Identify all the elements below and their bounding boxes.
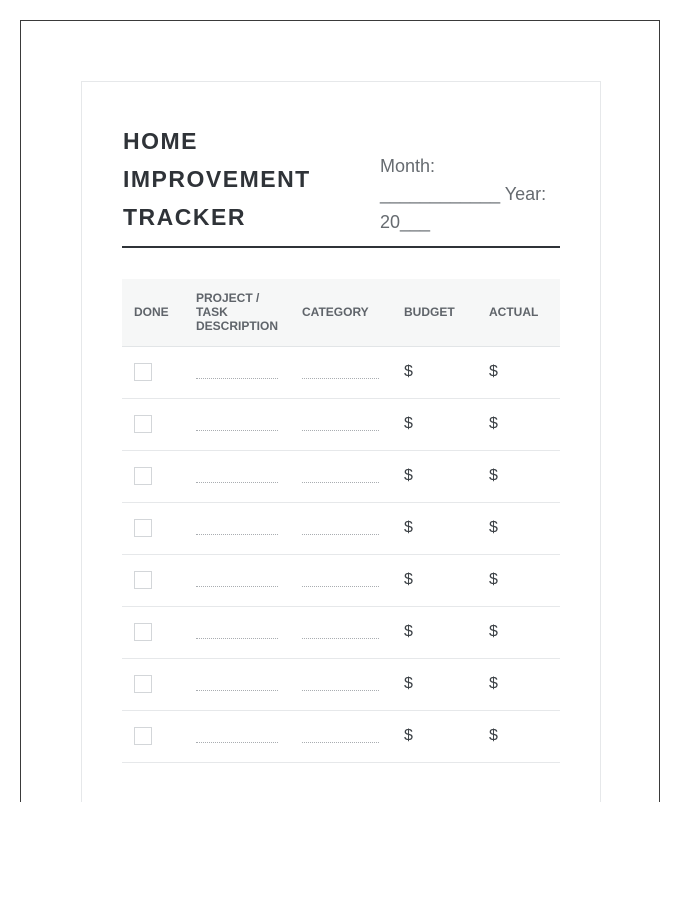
project-input[interactable] — [196, 472, 278, 483]
actual-cell[interactable]: $ — [489, 571, 498, 588]
column-header-done: DONE — [122, 279, 184, 346]
actual-cell[interactable]: $ — [489, 623, 498, 640]
table-row — [122, 658, 560, 710]
table-row — [122, 554, 560, 606]
actual-cell[interactable]: $ — [489, 519, 498, 536]
category-input[interactable] — [302, 732, 379, 743]
title-line: HOME — [123, 128, 198, 154]
tracker-sheet — [81, 81, 601, 802]
category-input[interactable] — [302, 368, 379, 379]
category-input[interactable] — [302, 680, 379, 691]
project-input[interactable] — [196, 524, 278, 535]
done-checkbox[interactable] — [134, 415, 152, 433]
done-checkbox[interactable] — [134, 727, 152, 745]
table-row — [122, 606, 560, 658]
tracker-header — [122, 122, 560, 248]
project-input[interactable] — [196, 732, 278, 743]
project-input[interactable] — [196, 368, 278, 379]
column-header-budget: BUDGET — [392, 279, 477, 346]
month-year-field[interactable]: Month: ____________ Year: 20___ — [380, 156, 547, 232]
column-header-category: CATEGORY — [290, 279, 392, 346]
table-row — [122, 502, 560, 554]
actual-cell[interactable]: $ — [489, 675, 498, 692]
done-checkbox[interactable] — [134, 519, 152, 537]
category-input[interactable] — [302, 420, 379, 431]
column-header-actual: ACTUAL — [477, 279, 560, 346]
budget-cell[interactable]: $ — [404, 727, 413, 744]
done-checkbox[interactable] — [134, 571, 152, 589]
budget-cell[interactable]: $ — [404, 571, 413, 588]
budget-cell[interactable]: $ — [404, 623, 413, 640]
actual-cell[interactable]: $ — [489, 363, 498, 380]
done-checkbox[interactable] — [134, 623, 152, 641]
table-row — [122, 346, 560, 398]
tracker-title — [123, 122, 343, 236]
table-row — [122, 710, 560, 762]
category-input[interactable] — [302, 524, 379, 535]
category-input[interactable] — [302, 576, 379, 587]
title-line: IMPROVEMENT — [123, 166, 311, 192]
project-input[interactable] — [196, 680, 278, 691]
tracker-table — [122, 279, 560, 763]
project-input[interactable] — [196, 420, 278, 431]
budget-cell[interactable]: $ — [404, 467, 413, 484]
category-input[interactable] — [302, 628, 379, 639]
table-row — [122, 398, 560, 450]
budget-cell[interactable]: $ — [404, 415, 413, 432]
table-header-row — [122, 279, 560, 346]
title-line: TRACKER — [123, 204, 246, 230]
project-input[interactable] — [196, 628, 278, 639]
actual-cell[interactable]: $ — [489, 415, 498, 432]
table-row — [122, 450, 560, 502]
done-checkbox[interactable] — [134, 675, 152, 693]
actual-cell[interactable]: $ — [489, 727, 498, 744]
budget-cell[interactable]: $ — [404, 363, 413, 380]
column-header-project: PROJECT / TASK DESCRIPTION — [184, 279, 290, 346]
done-checkbox[interactable] — [134, 467, 152, 485]
budget-cell[interactable]: $ — [404, 675, 413, 692]
actual-cell[interactable]: $ — [489, 467, 498, 484]
category-input[interactable] — [302, 472, 379, 483]
project-input[interactable] — [196, 576, 278, 587]
done-checkbox[interactable] — [134, 363, 152, 381]
budget-cell[interactable]: $ — [404, 519, 413, 536]
